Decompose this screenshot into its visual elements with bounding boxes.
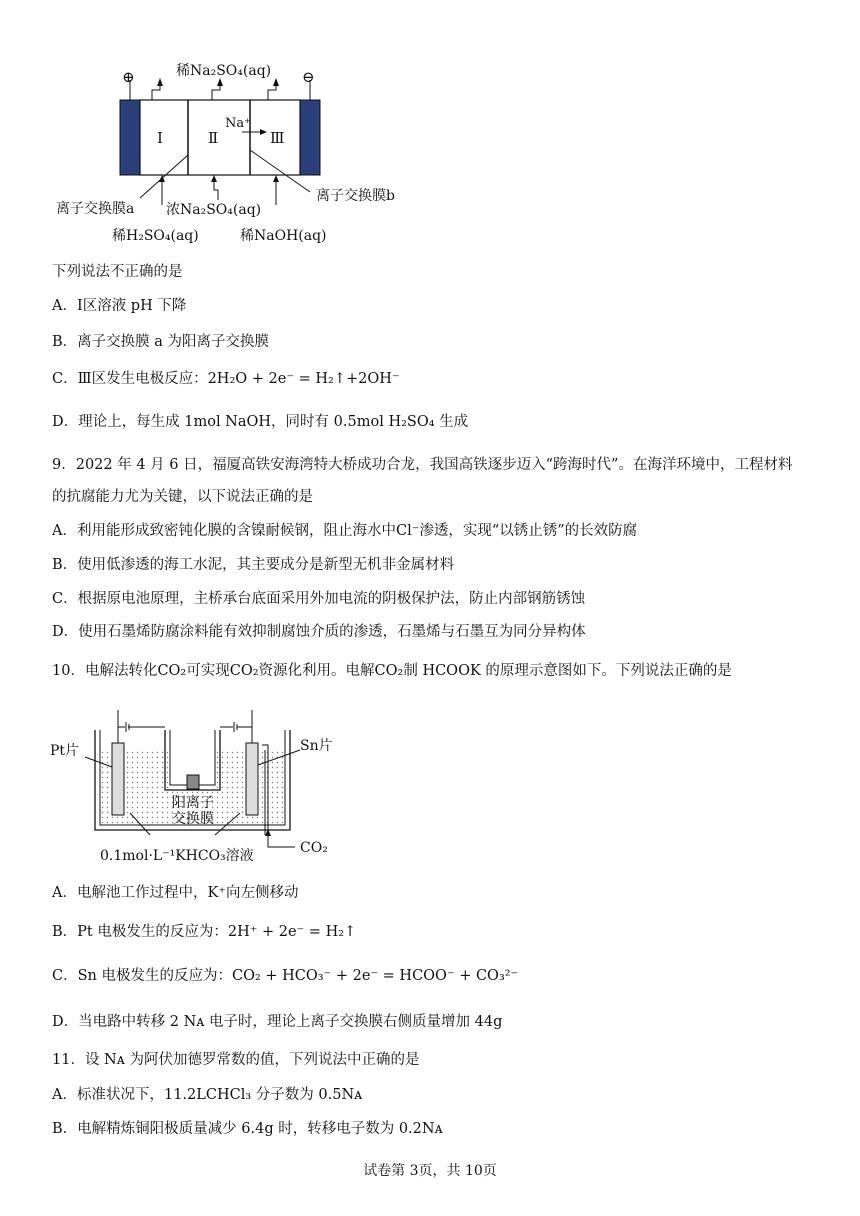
sn-label: Sn片	[300, 738, 333, 754]
na-ion-label: Na⁺	[225, 116, 251, 131]
zone-iii-label: Ⅲ	[270, 129, 285, 147]
zone-i-label: Ⅰ	[157, 129, 163, 147]
q11-option-b: B．电解精炼铜阳极质量减少 6.4g 时，转移电子数为 0.2Nᴀ	[52, 1121, 443, 1137]
co2-label: CO₂	[300, 840, 328, 856]
left-solution	[100, 750, 170, 825]
dilute-naoh-label: 稀NaOH(aq)	[240, 228, 327, 244]
sn-electrode	[246, 743, 258, 815]
co2-electrolysis-figure	[0, 695, 860, 875]
membrane-label-line1: 阳离子	[172, 795, 214, 811]
membrane-label-line2: 交换膜	[172, 811, 214, 827]
q9-stem-line1: 9．2022 年 4 月 6 日，福厦高铁安海湾特大桥成功合龙，我国高铁逐步迈入“跨海时代”。在海洋环境中，工程材料	[52, 457, 793, 473]
dilute-h2so4-label: 稀H₂SO₄(aq)	[112, 228, 199, 244]
anode-electrode	[120, 100, 140, 175]
electrolysis-cell-figure	[0, 0, 860, 250]
q8-option-a: A．Ⅰ区溶液 pH 下降	[52, 298, 187, 314]
plus-icon: ⊕	[122, 68, 135, 86]
q9-option-d: D．使用石墨烯防腐涂料能有效抑制腐蚀介质的渗透，石墨烯与石墨互为同分异构体	[52, 624, 586, 640]
conc-na2so4-label: 浓Na₂SO₄(aq)	[166, 202, 262, 218]
zone-ii-label: Ⅱ	[208, 129, 219, 147]
q9-stem-line2: 的抗腐能力尤为关键，以下说法正确的是	[52, 489, 313, 505]
q10-option-c: C．Sn 电极发生的反应为：CO₂ + HCO₃⁻ + 2e⁻ = HCOO⁻ + CO₃²⁻	[52, 968, 519, 984]
q10-option-a: A．电解池工作过程中，K⁺向左侧移动	[52, 885, 299, 901]
cation-exchange-membrane	[187, 775, 199, 789]
page-footer: 试卷第 3页，共 10页	[363, 1163, 497, 1179]
solution-label: 0.1mol·L⁻¹KHCO₃溶液	[100, 848, 254, 864]
top-outlet-label: 稀Na₂SO₄(aq)	[176, 63, 272, 79]
pt-electrode	[112, 743, 124, 815]
q8-stem: 下列说法不正确的是	[52, 264, 183, 280]
q11-option-a: A．标准状况下，11.2LCHCl₃ 分子数为 0.5Nᴀ	[52, 1087, 363, 1103]
q8-option-c: C．Ⅲ区发生电极反应：2H₂O + 2e⁻ = H₂↑+2OH⁻	[52, 371, 400, 387]
minus-icon: ⊖	[302, 68, 315, 86]
q8-option-b: B．离子交换膜 a 为阳离子交换膜	[52, 334, 270, 350]
pt-label: Pt片	[50, 743, 80, 759]
q10-option-d: D．当电路中转移 2 Nᴀ 电子时，理论上离子交换膜右侧质量增加 44g	[52, 1014, 503, 1030]
cathode-electrode	[300, 100, 320, 175]
q9-option-a: A．利用能形成致密钝化膜的含镍耐候钢，阻止海水中Cl⁻渗透，实现“以锈止锈”的长效防腐	[52, 523, 638, 539]
q11-stem: 11．设 Nᴀ 为阿伏加德罗常数的值，下列说法中正确的是	[52, 1052, 420, 1068]
q9-option-b: B．使用低渗透的海工水泥，其主要成分是新型无机非金属材料	[52, 557, 455, 573]
membrane-a-label: 离子交换膜a	[56, 201, 135, 217]
q10-stem: 10．电解法转化CO₂可实现CO₂资源化利用。电解CO₂制 HCOOK 的原理示意图如下。下列说法正确的是	[52, 663, 732, 679]
membrane-b-label: 离子交换膜b	[316, 188, 395, 204]
q8-option-d: D．理论上，每生成 1mol NaOH，同时有 0.5mol H₂SO₄ 生成	[52, 414, 469, 430]
q9-option-c: C．根据原电池原理，主桥承台底面采用外加电流的阴极保护法，防止内部钢筋锈蚀	[52, 591, 586, 607]
q10-option-b: B．Pt 电极发生的反应为：2H⁺ + 2e⁻ = H₂↑	[52, 924, 357, 940]
